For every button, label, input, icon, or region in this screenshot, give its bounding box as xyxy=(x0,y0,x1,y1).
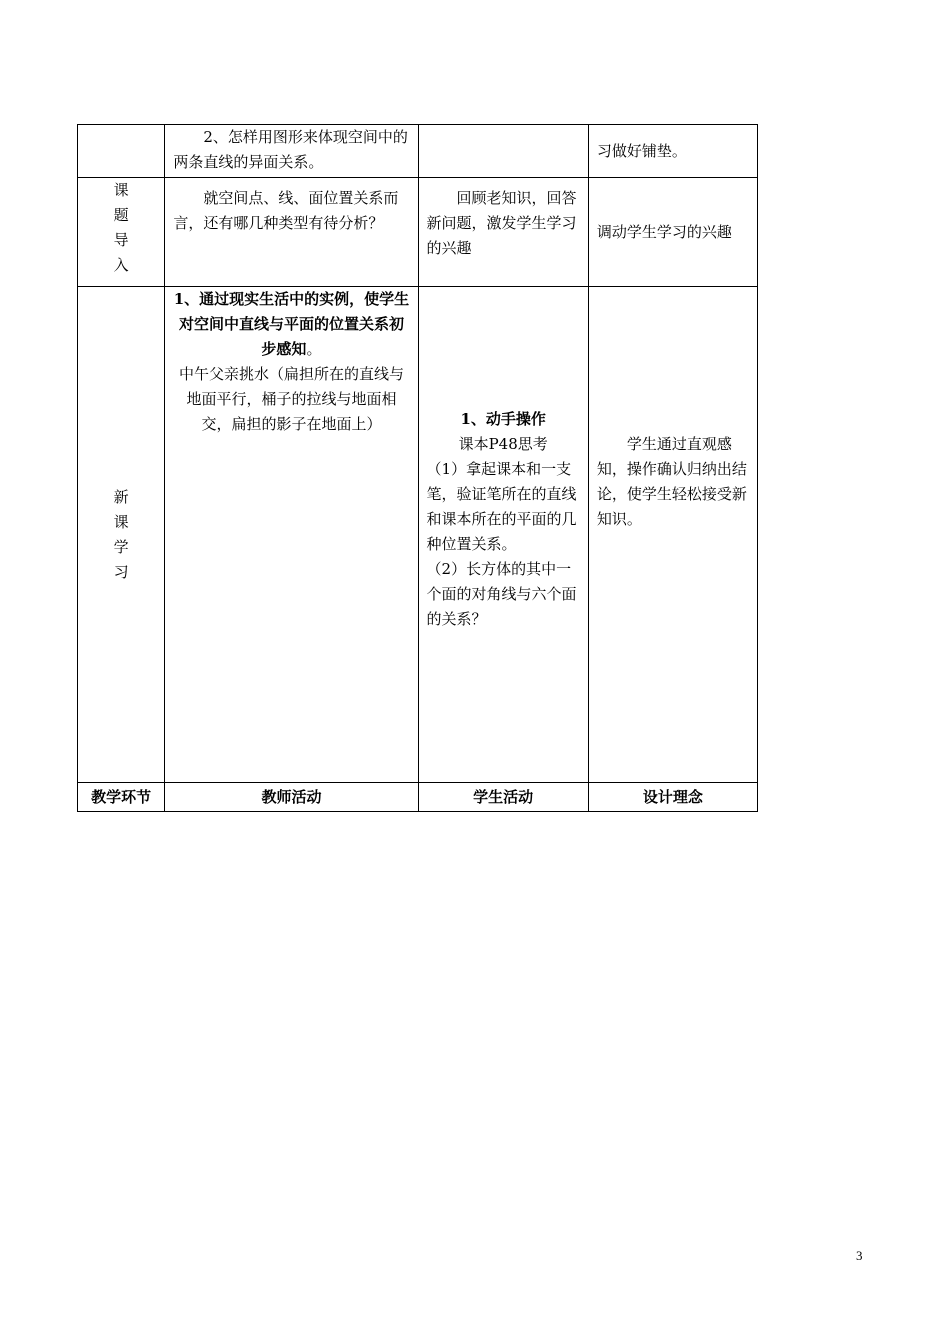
lesson-plan-table xyxy=(77,124,758,812)
student-activity-heading: 1、动手操作 xyxy=(460,410,546,428)
table-row xyxy=(78,287,758,783)
footer-design-label: 设计理念 xyxy=(588,783,757,812)
footer-student-label: 学生活动 xyxy=(418,783,588,812)
teacher-activity-heading-bold: 1、通过现实生活中的实例，使学生对空间中直线与平面的位置关系初步感知 xyxy=(173,290,410,358)
stage-label-char: 导 xyxy=(113,231,129,249)
stage-label-char: 学 xyxy=(113,537,129,556)
table-footer-row xyxy=(78,783,758,812)
student-activity-reference: 课本P48思考 xyxy=(458,435,548,453)
student-activity-item: （1）拿起课本和一支笔，验证笔所在的直线和课本所在的平面的几种位置关系。 xyxy=(426,460,577,553)
page-number: 3 xyxy=(856,1248,863,1263)
teacher-activity-cell xyxy=(165,125,418,178)
design-idea-text: 调动学生学习的兴趣 xyxy=(596,222,732,241)
stage-label-char: 新 xyxy=(113,487,129,506)
teacher-activity-text: 就空间点、线、面位置关系而言，还有哪几种类型有待分析？ xyxy=(173,189,399,232)
design-idea-cell xyxy=(588,125,757,178)
student-activity-cell xyxy=(418,125,588,178)
teacher-activity-text: 中午父亲挑水（扁担所在的直线与地面平行，桶子的拉线与地面相交，扁担的影子在地面上） xyxy=(178,365,404,433)
teacher-activity-cell xyxy=(165,178,418,287)
student-activity-cell xyxy=(418,287,588,783)
stage-cell-intro xyxy=(78,178,165,287)
footer-teacher-label: 教师活动 xyxy=(165,783,418,812)
design-idea-cell xyxy=(588,178,757,287)
stage-label-char: 课 xyxy=(113,512,129,531)
teacher-activity-text: 2、怎样用图形来体现空间中的两条直线的异面关系。 xyxy=(173,128,408,171)
teacher-activity-cell xyxy=(165,287,418,783)
design-idea-cell xyxy=(588,287,757,783)
student-activity-cell xyxy=(418,178,588,287)
table-row xyxy=(78,125,758,178)
design-idea-text: 习做好铺垫。 xyxy=(596,141,687,160)
stage-cell xyxy=(78,125,165,178)
stage-label-char: 习 xyxy=(113,562,129,581)
teacher-activity-heading xyxy=(173,287,409,362)
footer-stage-label: 教学环节 xyxy=(78,783,165,812)
teacher-activity-heading-tail: 。 xyxy=(306,340,322,358)
design-idea-text: 学生通过直观感知，操作确认归纳出结论，使学生轻松接受新知识。 xyxy=(596,435,747,528)
table-row xyxy=(78,178,758,287)
student-activity-text: 回顾老知识，回答新问题，激发学生学习的兴趣 xyxy=(426,189,577,257)
stage-label-char: 题 xyxy=(113,206,129,224)
stage-label-char: 课 xyxy=(113,181,129,199)
stage-cell-new xyxy=(78,287,165,783)
stage-label-char: 入 xyxy=(113,256,129,274)
student-activity-item: （2）长方体的其中一个面的对角线与六个面的关系？ xyxy=(426,560,577,628)
